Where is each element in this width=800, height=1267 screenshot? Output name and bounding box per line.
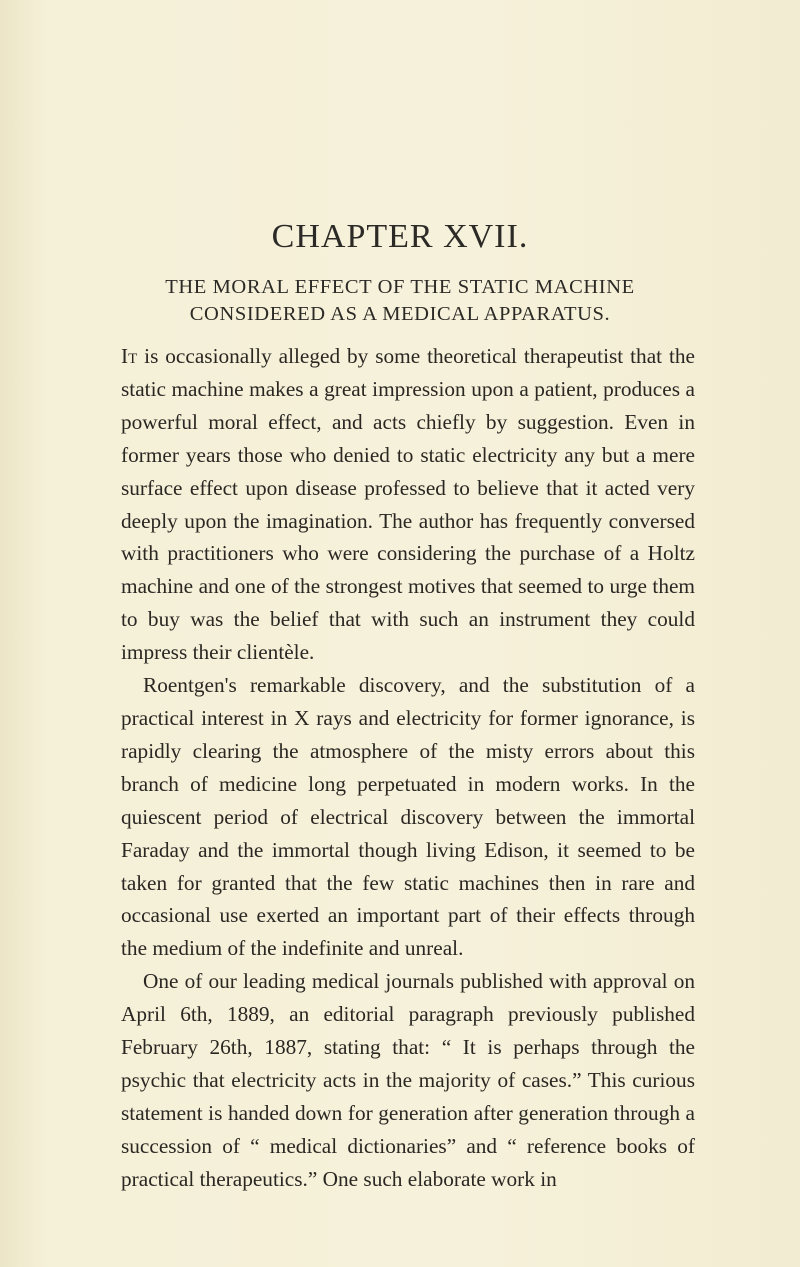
subtitle-line-1: THE MORAL EFFECT OF THE STATIC MACHINE bbox=[165, 276, 635, 298]
paragraph-1 bbox=[121, 340, 695, 669]
paragraph-1-text: is occasionally alleged by some theoretical therapeutist that the static machine makes a great impression upon a patient, produces a powerful moral effect, and acts chiefly by suggestion. Even in former years those who denied to static electricity any but a mere surface effect upon disease professed to believe that it acted very deeply upon the imagination. The author has frequently conversed with practitioners who were considering the purchase of a Holtz machine and one of the strongest motives that seemed to urge them to buy was the belief that with such an instrument they could impress their clientèle. bbox=[121, 344, 695, 665]
chapter-heading: CHAPTER XVII. bbox=[271, 218, 529, 255]
chapter-subtitle bbox=[0, 274, 800, 328]
paragraph-3: One of our leading medical journals published with approval on April 6th, 1889, an editorial paragraph previously published February 26th, 1887, stating that: “ It is perhaps through the psychic that electricity acts in the majority of cases.” This curious statement is handed down for generation after generation through a succession of “ medical dictionaries” and “ reference books of practical therapeutics.” One such elaborate work in bbox=[121, 969, 695, 1191]
subtitle-line-2: CONSIDERED AS A MEDICAL APPARATUS. bbox=[189, 303, 611, 325]
body-text bbox=[121, 340, 695, 1196]
paragraph-2: Roentgen's remarkable discovery, and the substitution of a practical interest in X rays and electricity for former ignorance, is rapidly clearing the atmosphere of the misty errors about this branch of medicine long perpetuated in modern works. In the quiescent period of electrical discovery between the immortal Faraday and the immortal though living Edison, it seemed to be taken for granted that the few static machines then in rare and occasional use exerted an important part of their effects through the medium of the indefinite and unreal. bbox=[121, 673, 695, 961]
paragraph-1-lead: It bbox=[121, 344, 138, 368]
